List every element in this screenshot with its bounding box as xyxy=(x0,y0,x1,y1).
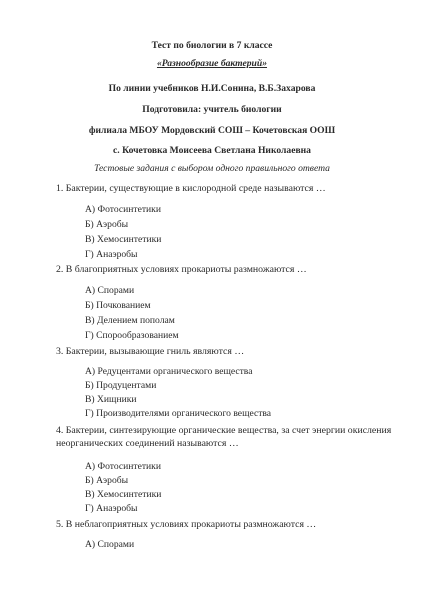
q1-option-d: Г) Анаэробы xyxy=(85,249,138,260)
q1-option-b: Б) Аэробы xyxy=(85,219,129,230)
q4-option-a: А) Фотосинтетики xyxy=(85,461,161,472)
q3-option-d: Г) Производителями органического вещества xyxy=(85,408,272,419)
question-4: 4. Бактерии, синтезирующие органические вещества, за счет энергии окисления неорганических соединений называются … xyxy=(56,425,392,449)
question-5: 5. В неблагоприятных условиях прокариоты размножаются … xyxy=(56,519,317,530)
q4-option-b: Б) Аэробы xyxy=(85,475,129,486)
question-1: 1. Бактерии, существующие в кислородной среде называются … xyxy=(56,183,326,194)
q2-option-c: В) Делением пополам xyxy=(85,315,175,326)
q1-option-a: А) Фотосинтетики xyxy=(85,204,161,215)
q3-option-a: А) Редуцентами органического вещества xyxy=(85,366,253,377)
question-3: 3. Бактерии, вызывающие гниль являются … xyxy=(56,346,245,357)
q2-option-a: А) Спорами xyxy=(85,285,135,296)
q1-option-c: В) Хемосинтетики xyxy=(85,234,162,245)
textbook-line: По линии учебников Н.И.Сонина, В.Б.Захарова xyxy=(108,83,316,94)
author-line: Подготовила: учитель биологии xyxy=(142,104,282,115)
q4-option-c: В) Хемосинтетики xyxy=(85,489,162,500)
question-2: 2. В благоприятных условиях прокариоты размножаются … xyxy=(56,264,307,275)
page-title: Тест по биологии в 7 классе xyxy=(151,40,273,51)
q2-option-b: Б) Почкованием xyxy=(85,300,151,311)
q5-option-a: А) Спорами xyxy=(85,539,135,550)
topic-subtitle-text: «Разнообразие бактерий» xyxy=(156,58,268,69)
village-author-line: с. Кочетовка Моисеева Светлана Николаевна xyxy=(113,145,311,156)
instruction-line: Тестовые задания с выбором одного правильного ответа xyxy=(94,163,330,174)
q3-option-c: В) Хищники xyxy=(85,394,137,405)
q4-option-d: Г) Анаэробы xyxy=(85,503,138,514)
school-line: филиала МБОУ Мордовский СОШ – Кочетовская ООШ xyxy=(88,125,336,136)
topic-subtitle xyxy=(0,58,424,70)
q3-option-b: Б) Продуцентами xyxy=(85,380,157,391)
q2-option-d: Г) Спорообразованием xyxy=(85,330,179,341)
